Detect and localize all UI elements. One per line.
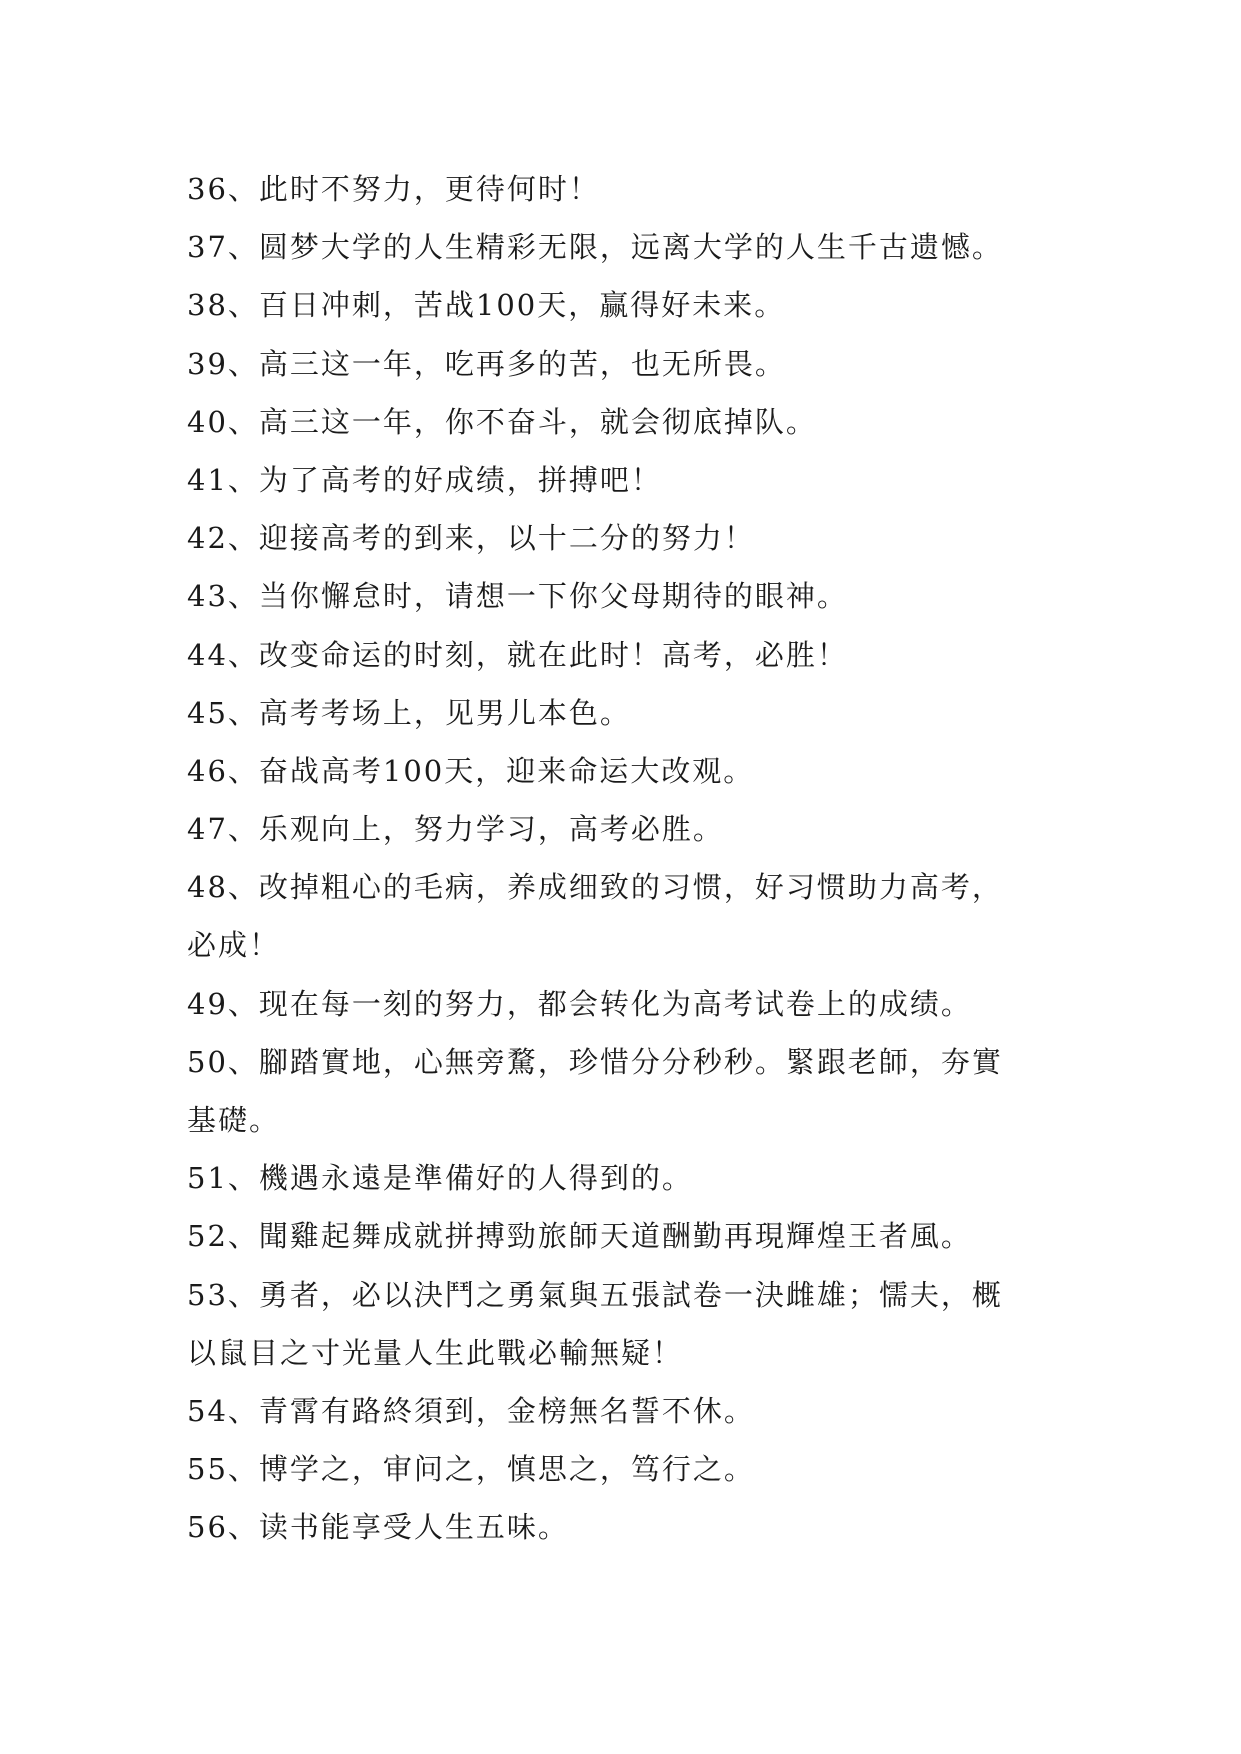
text-line: 必成！ [187, 928, 281, 963]
text-line: 40、高三这一年，你不奋斗，就会彻底掉队。 [187, 404, 817, 439]
text-line: 45、高考考场上，见男儿本色。 [187, 695, 631, 730]
text-line: 48、改掉粗心的毛病，养成细致的习惯，好习惯助力高考， [187, 870, 1003, 905]
text-line: 37、圆梦大学的人生精彩无限，远离大学的人生千古遗憾。 [187, 230, 1003, 265]
text-line: 46、奋战高考100天，迎来命运大改观。 [187, 753, 755, 788]
text-line: 52、聞雞起舞成就拼搏勁旅師天道酬勤再現輝煌王者風。 [187, 1219, 972, 1254]
text-line: 56、读书能享受人生五味。 [187, 1510, 569, 1545]
text-line: 53、勇者，必以決鬥之勇氣與五張試卷一決雌雄；懦夫，概 [187, 1277, 1003, 1312]
text-line: 55、博学之，审问之，慎思之，笃行之。 [187, 1452, 755, 1487]
text-line: 50、腳踏實地，心無旁騖，珍惜分分秒秒。緊跟老師，夯實 [187, 1044, 1003, 1079]
text-line: 44、改变命运的时刻，就在此时！高考，必胜！ [187, 637, 848, 672]
text-line: 43、当你懈怠时，请想一下你父母期待的眼神。 [187, 579, 848, 614]
text-line: 49、现在每一刻的努力，都会转化为高考试卷上的成绩。 [187, 986, 972, 1021]
text-line: 基礎。 [187, 1103, 281, 1137]
text-line: 42、迎接高考的到来，以十二分的努力！ [187, 521, 755, 556]
document-body [187, 160, 1077, 1557]
text-line: 39、高三这一年，吃再多的苦，也无所畏。 [187, 346, 786, 381]
text-line: 36、此时不努力，更待何时！ [187, 172, 600, 206]
text-line: 54、青霄有路終須到，金榜無名誓不休。 [187, 1393, 755, 1428]
text-line: 47、乐观向上，努力学习，高考必胜。 [187, 812, 724, 847]
text-line: 以鼠目之寸光量人生此戰必輸無疑！ [187, 1335, 684, 1370]
text-line: 51、機遇永遠是準備好的人得到的。 [187, 1161, 693, 1196]
text-line: 38、百日冲刺，苦战100天，赢得好未来。 [187, 288, 786, 323]
text-line: 41、为了高考的好成绩，拼搏吧！ [187, 462, 662, 497]
